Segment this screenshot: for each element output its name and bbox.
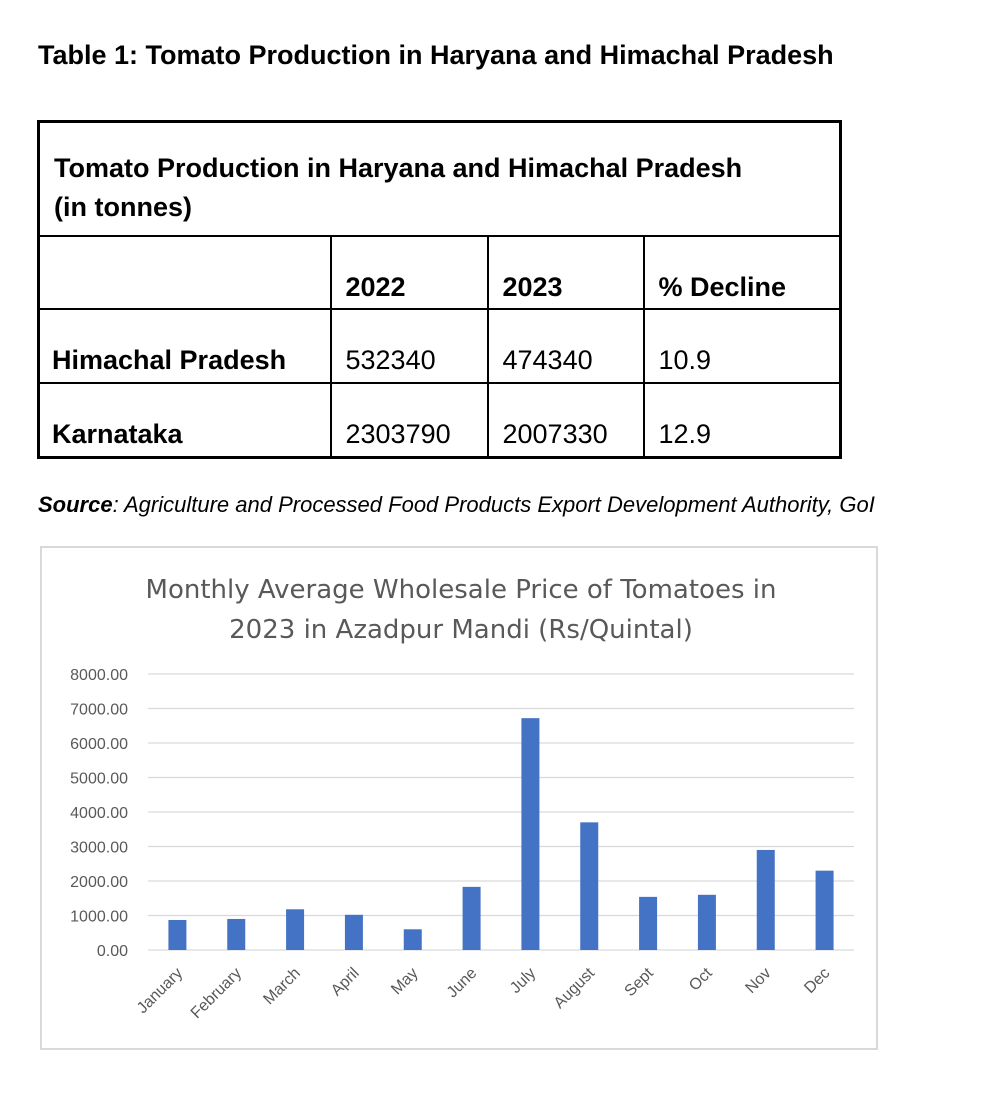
source-text: : Agriculture and Processed Food Products Export Development Authority, GoI <box>112 492 875 517</box>
bar-august <box>580 822 598 950</box>
table-row-name: Karnataka <box>39 383 331 458</box>
x-tick-label: June <box>443 964 481 1002</box>
table-header-2022: 2022 <box>331 236 488 309</box>
table-cell-2023: 2007330 <box>488 383 644 458</box>
table-cell-decline: 12.9 <box>644 383 841 458</box>
y-tick-label: 0.00 <box>96 943 128 960</box>
x-tick-label: July <box>507 964 540 997</box>
table-cell-2023: 474340 <box>488 309 644 383</box>
x-tick-label: Nov <box>742 964 775 997</box>
chart-title-line2: 2023 in Azadpur Mandi (Rs/Quintal) <box>229 615 693 645</box>
x-tick-label: August <box>550 964 599 1013</box>
y-tick-label: 5000.00 <box>70 770 128 788</box>
bar-sept <box>639 897 657 950</box>
table-caption <box>39 122 841 236</box>
y-tick-label: 3000.00 <box>70 839 128 857</box>
y-tick-label: 7000.00 <box>70 701 128 719</box>
bar-july <box>521 718 539 950</box>
y-tick-label: 4000.00 <box>70 805 128 822</box>
table-header-row <box>39 236 841 309</box>
bar-march <box>286 909 304 950</box>
bar-dec <box>816 871 834 950</box>
bar-may <box>404 929 422 950</box>
table-header-decline: % Decline <box>644 236 841 309</box>
y-tick-label: 1000.00 <box>70 908 128 926</box>
production-table <box>37 120 842 459</box>
source-label: Source <box>38 492 113 517</box>
x-tick-label: February <box>187 964 246 1023</box>
bar-february <box>227 919 245 950</box>
table-header-empty <box>39 236 331 309</box>
table-row-name: Himachal Pradesh <box>39 309 331 383</box>
table-caption-line2: (in tonnes) <box>54 192 192 223</box>
y-tick-label: 8000.00 <box>70 667 128 684</box>
bar-june <box>463 887 481 950</box>
bar-january <box>168 920 186 950</box>
chart-title-line1: Monthly Average Wholesale Price of Tomatoes in <box>145 575 777 605</box>
table-cell-2022: 2303790 <box>331 383 488 458</box>
y-tick-label: 2000.00 <box>70 874 128 891</box>
table-header-2023: 2023 <box>488 236 644 309</box>
table-cell-2022: 532340 <box>331 309 488 383</box>
price-chart-svg <box>42 548 876 1048</box>
bar-april <box>345 915 363 950</box>
x-tick-label: March <box>260 964 304 1009</box>
x-tick-label: April <box>328 964 363 1000</box>
table-caption-line1: Tomato Production in Haryana and Himachal Pradesh <box>54 153 743 183</box>
x-tick-label: Oct <box>686 964 716 995</box>
x-tick-label: Dec <box>801 964 834 997</box>
y-tick-label: 6000.00 <box>70 736 128 753</box>
source-note <box>38 492 875 518</box>
x-tick-label: Sept <box>621 964 657 1001</box>
price-chart <box>40 546 878 1050</box>
x-tick-label: January <box>133 964 187 1018</box>
table-cell-decline: 10.9 <box>644 309 841 383</box>
table-row <box>39 383 841 458</box>
document-heading: Table 1: Tomato Production in Haryana and Himachal Pradesh <box>38 40 834 70</box>
bar-oct <box>698 895 716 950</box>
bar-nov <box>757 850 775 950</box>
table-row <box>39 309 841 383</box>
x-tick-label: May <box>388 964 422 999</box>
